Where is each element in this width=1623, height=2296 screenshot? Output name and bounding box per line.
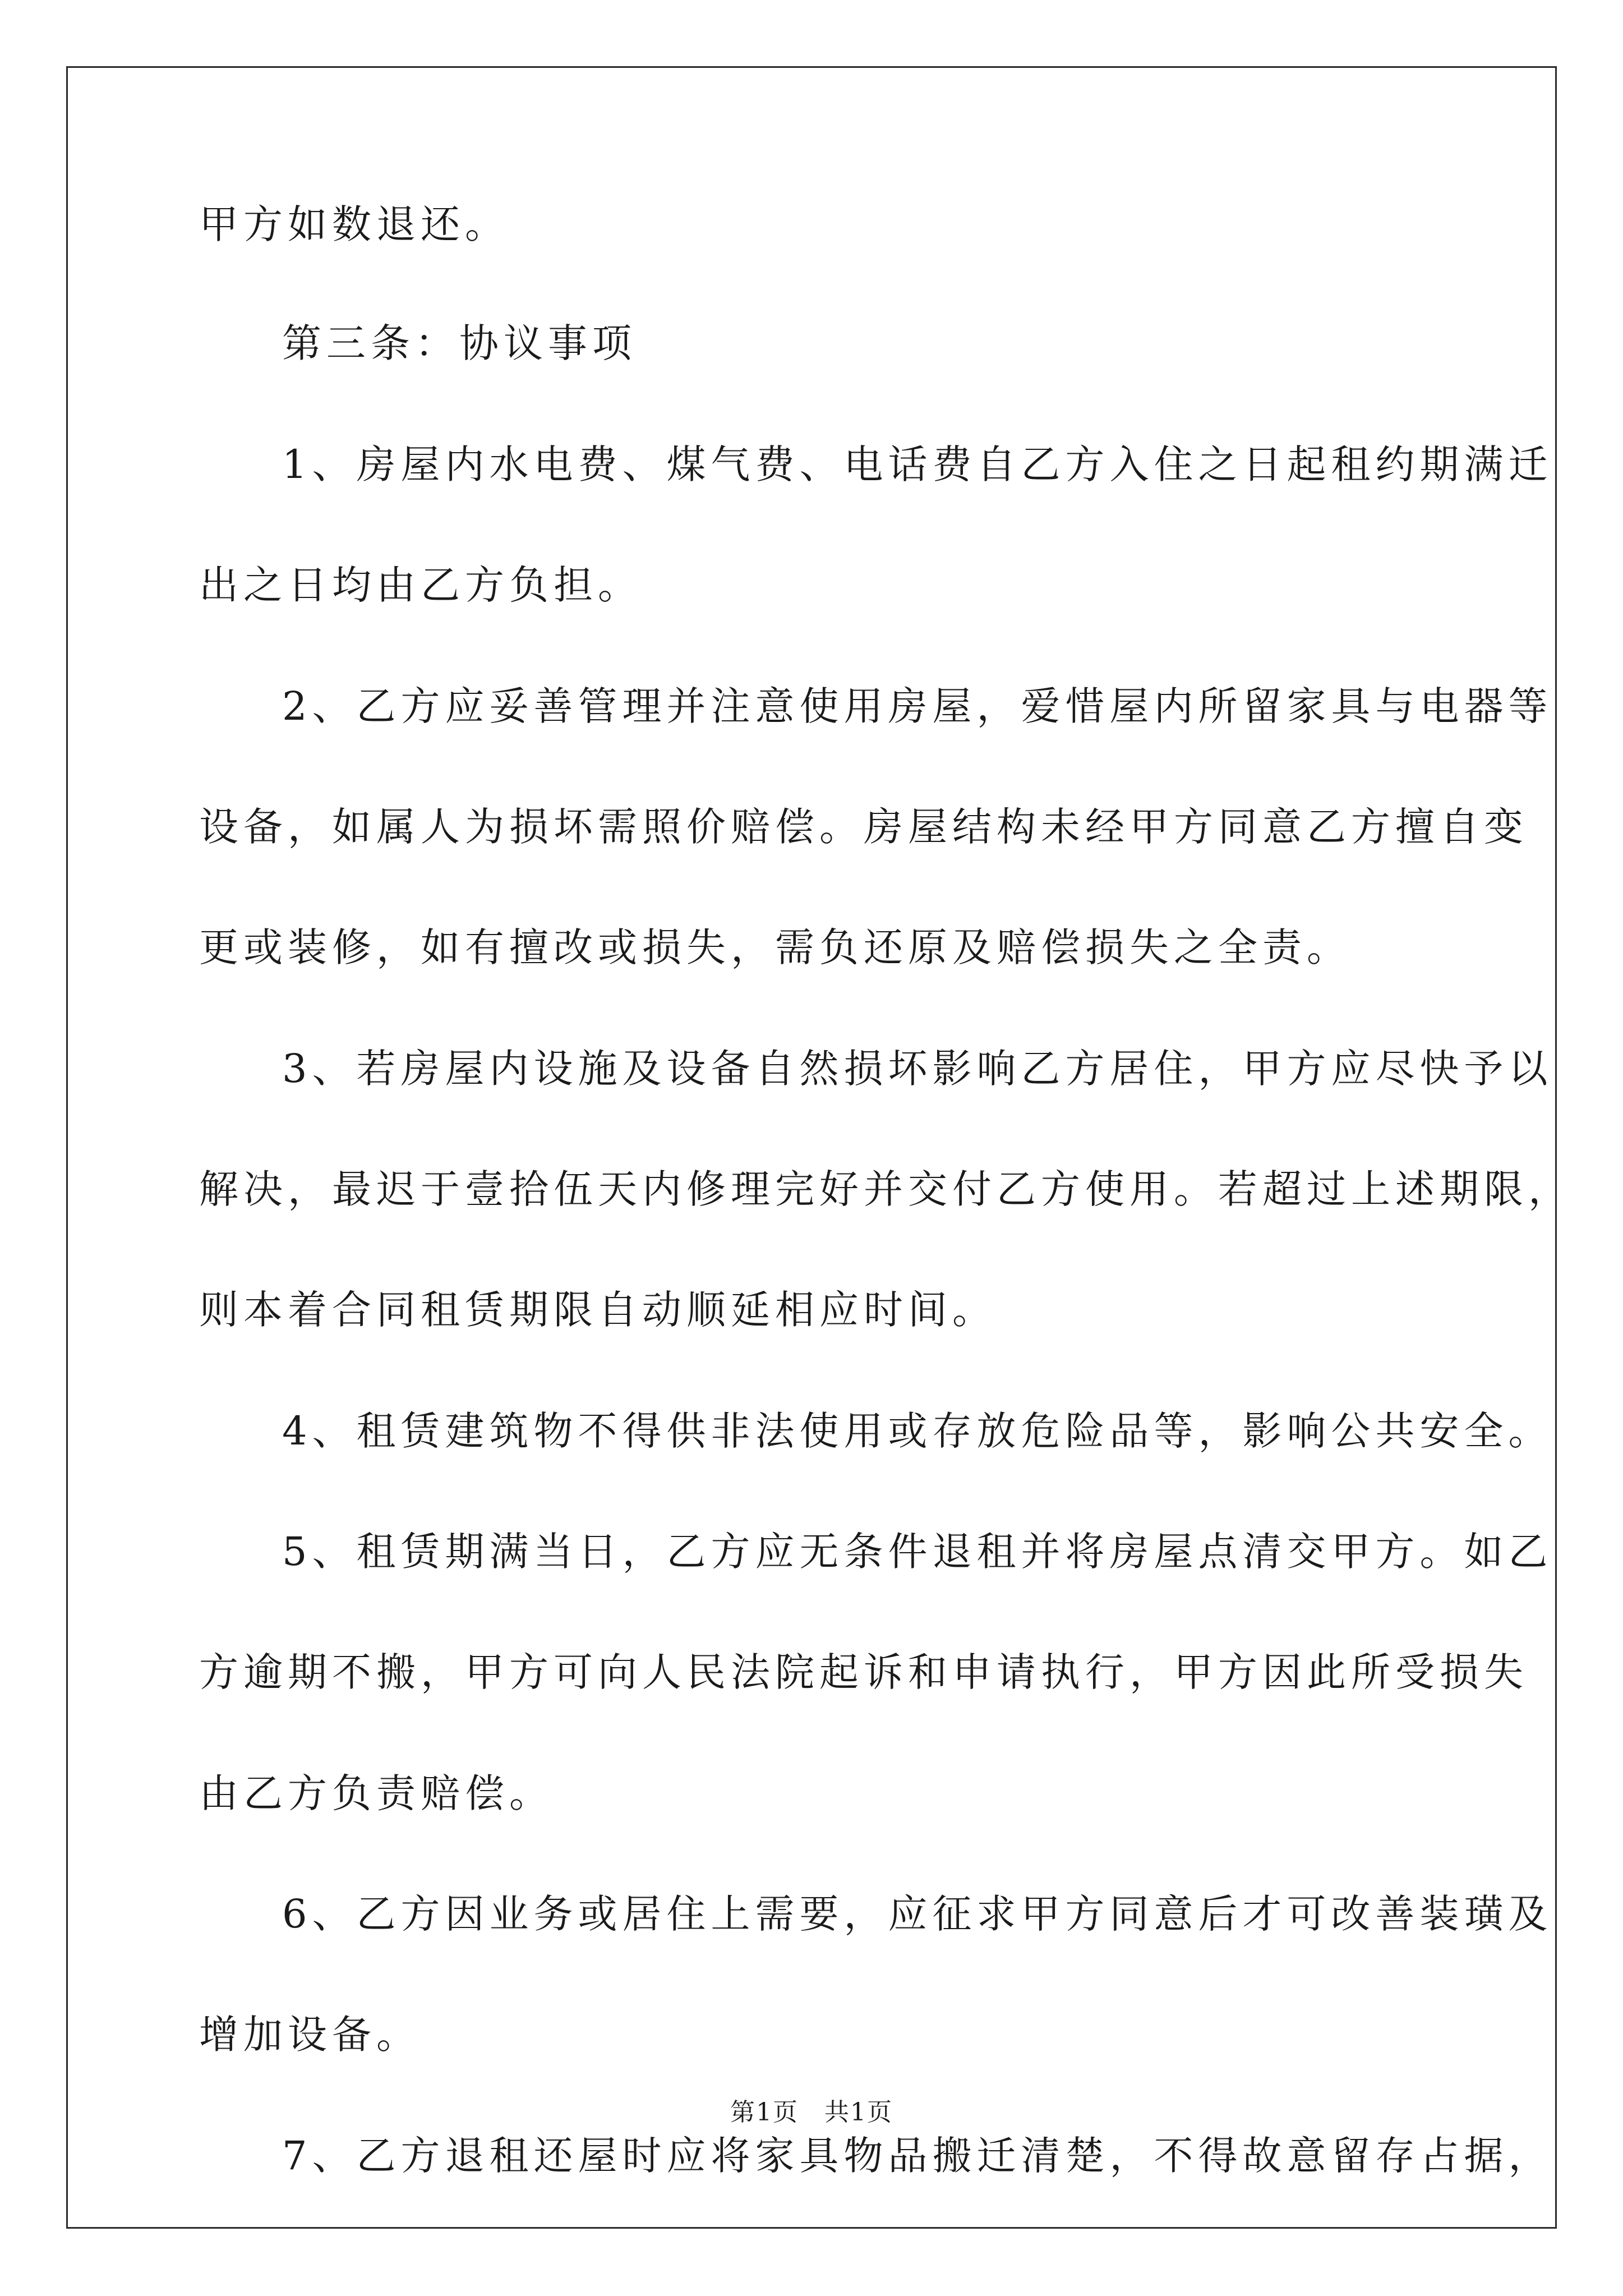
clause-2-line-1: 2、乙方应妥善管理并注意使用房屋，爱惜屋内所留家具与电器等 <box>282 683 1553 729</box>
clause-1-line-2: 出之日均由乙方负担。 <box>199 562 642 608</box>
clause-3-line-3: 则本着合同租赁期限自动顺延相应时间。 <box>199 1287 997 1333</box>
text-line-1: 甲方如数退还。 <box>199 201 509 247</box>
clause-6-line-1: 6、乙方因业务或居住上需要，应征求甲方同意后才可改善装璜及 <box>282 1891 1553 1937</box>
clause-1-line-1: 1、房屋内水电费、煤气费、电话费自乙方入住之日起租约期满迁 <box>282 441 1553 487</box>
clause-3-line-1: 3、若房屋内设施及设备自然损坏影响乙方居住，甲方应尽快予以 <box>282 1046 1553 1092</box>
clause-4-line-1: 4、租赁建筑物不得供非法使用或存放危险品等，影响公共安全。 <box>282 1408 1553 1454</box>
clause-2-line-3: 更或装修，如有擅改或损失，需负还原及赔偿损失之全责。 <box>199 924 1351 970</box>
clause-2-line-2: 设备，如属人为损坏需照价赔偿。房屋结构未经甲方同意乙方擅自变 <box>199 804 1528 850</box>
clause-7-line-1: 7、乙方退租还屋时应将家具物品搬迁清楚，不得故意留存占据， <box>282 2133 1553 2179</box>
clause-5-line-3: 由乙方负责赔偿。 <box>199 1770 554 1816</box>
clause-3-line-2: 解决，最迟于壹拾伍天内修理完好并交付乙方使用。若超过上述期限， <box>199 1166 1573 1212</box>
clause-5-line-2: 方逾期不搬，甲方可向人民法院起诉和申请执行，甲方因此所受损失 <box>199 1649 1528 1695</box>
clause-5-line-1: 5、租赁期满当日，乙方应无条件退租并将房屋点清交甲方。如乙 <box>282 1529 1553 1575</box>
page-number-footer: 第1页 共1页 <box>730 2098 893 2127</box>
clause-6-line-2: 增加设备。 <box>199 2012 421 2058</box>
section-heading-article-3: 第三条：协议事项 <box>282 320 637 366</box>
